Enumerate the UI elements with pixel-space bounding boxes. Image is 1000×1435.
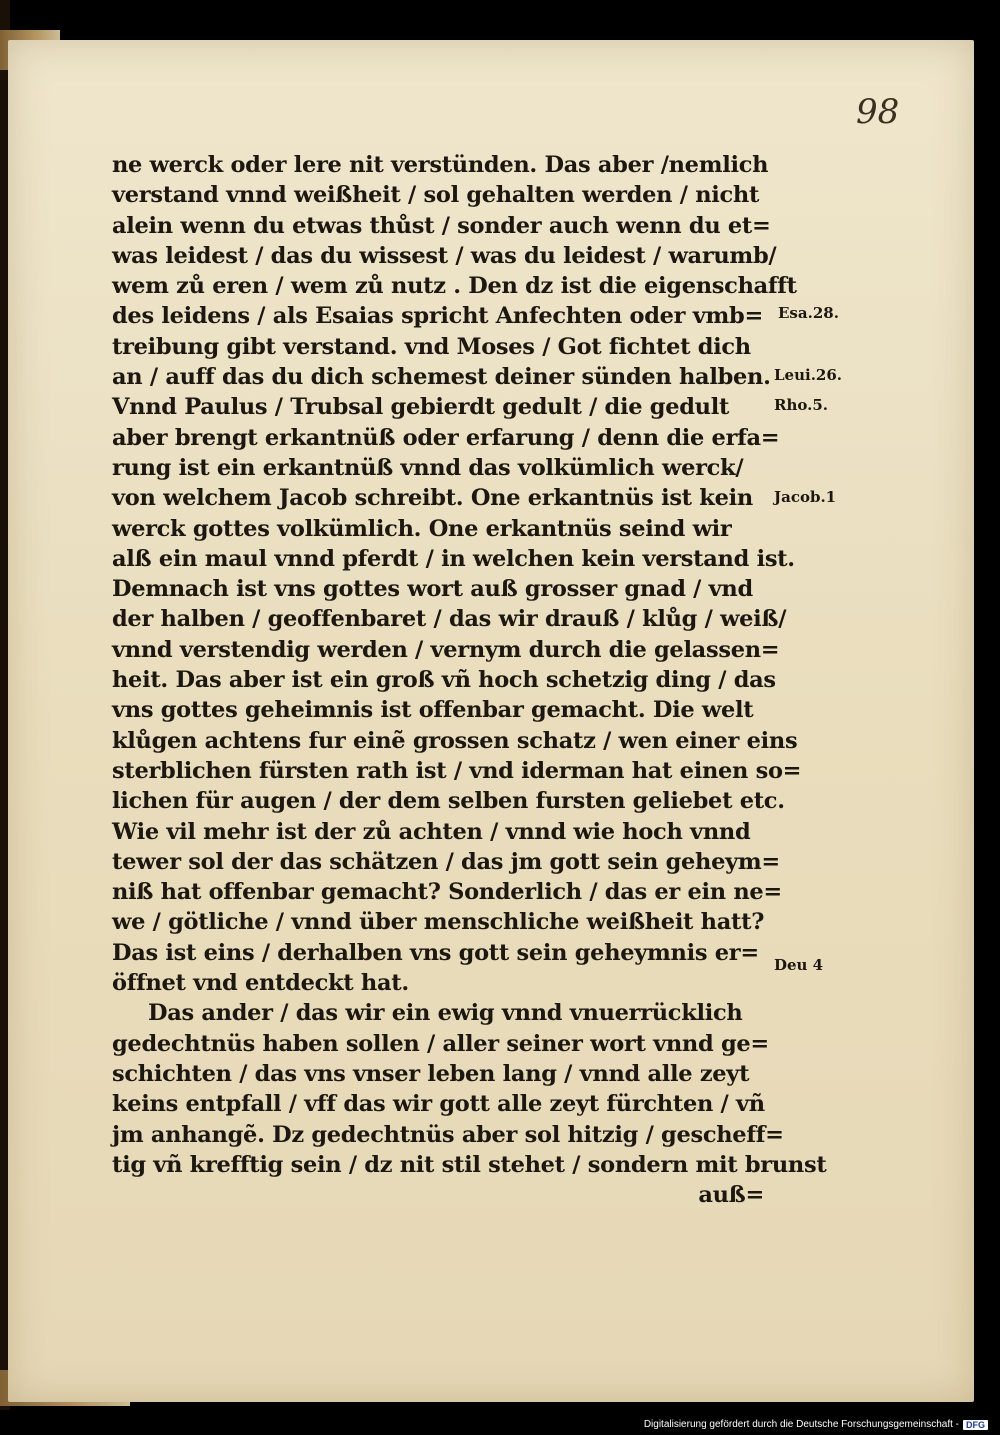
text-line: keins entpfall / vff das wir gott alle zeyt fürchten / vñ [112,1091,765,1118]
text-line: ne werck oder lere nit verstünden. Das aber /nemlich [112,152,769,178]
text-line: tig vñ krefftig sein / dz nit stil stehet / sondern mit brunst [112,1151,827,1178]
digitization-credit [644,1419,988,1430]
text-line: sterblichen fürsten rath ist / vnd iderman hat einen so= [112,757,802,784]
text-line: vnnd verstendig werden / vernym durch die gelassen= [112,636,780,663]
dfg-logo: DFG [963,1420,988,1430]
text-line: heit. Das aber ist ein groß vñ hoch schetzig ding / das [112,667,776,694]
text-line: Das ander / das wir ein ewig vnnd vnuerrücklich [148,1000,743,1027]
text-line: werck gottes volkümlich. One erkantnüs seind wir [112,515,732,542]
text-line: treibung gibt verstand. vnd Moses / Got fichtet dich [112,333,751,360]
text-line: jm anhangẽ. Dz gedechtnüs aber sol hitzig / gescheff= [112,1121,784,1148]
text-line: alß ein maul vnnd pferdt / in welchen kein verstand ist. [112,545,795,572]
text-line: niß hat offenbar gemacht? Sonderlich / das er ein ne= [112,879,782,906]
text-line: wem zů eren / wem zů nutz . Den dz ist die eigenschafft [112,273,797,300]
text-line: alein wenn du etwas thůst / sonder auch wenn du et= [112,212,771,239]
margin-note: Rho.5. [774,396,828,414]
text-line: öffnet vnd entdeckt hat. [112,970,409,997]
margin-note: Leui.26. [774,366,843,384]
text-line: an / auff das du dich schemest deiner sünden halben. [112,364,771,391]
text-line: Wie vil mehr ist der zů achten / vnnd wie hoch vnnd [112,818,751,845]
text-line: aber brengt erkantnüß oder erfarung / denn die erfa= [112,424,780,451]
credit-text: Digitalisierung gefördert durch die Deutsche Forschungsgemeinschaft - [643,1419,959,1430]
text-line: vns gottes geheimnis ist offenbar gemacht. Die welt [112,697,754,724]
margin-note: Esa.28. [778,304,839,322]
text-line: lichen für augen / der dem selben fursten geliebet etc. [112,788,785,815]
text-line: klůgen achtens fur einẽ grossen schatz / wen einer eins [112,727,798,754]
text-line: Vnnd Paulus / Trubsal gebierdt gedult / die gedult [112,394,730,421]
text-line: we / götliche / vnnd über menschliche weißheit hatt? [112,909,765,936]
text-line: von welchem Jacob schreibt. One erkantnüs ist kein [112,485,753,512]
margin-note: Deu 4 [774,956,824,974]
text-line: gedechtnüs haben sollen / aller seiner wort vnnd ge= [112,1030,769,1057]
catchword: auß= [698,1182,764,1209]
text-line: der halben / geoffenbaret / das wir drauß / klůg / weiß/ [112,606,787,633]
text-line: rung ist ein erkantnüß vnnd das volkümlich werck/ [112,454,744,481]
text-line: Demnach ist vns gottes wort auß grosser gnad / vnd [112,576,753,603]
margin-note: Jacob.1 [774,488,837,506]
text-line: des leidens / als Esaias spricht Anfechten oder vmb= [112,303,764,330]
text-line: schichten / das vns vnser leben lang / vnnd alle zeyt [112,1060,750,1087]
text-line: Das ist eins / derhalben vns gott sein geheymnis er= [112,939,759,966]
page-number: 98 [856,92,900,132]
text-line: verstand vnnd weißheit / sol gehalten werden / nicht [112,182,760,209]
text-line: tewer sol der das schätzen / das jm gott sein geheym= [112,848,780,875]
text-line: was leidest / das du wissest / was du leidest / warumb/ [112,242,777,269]
